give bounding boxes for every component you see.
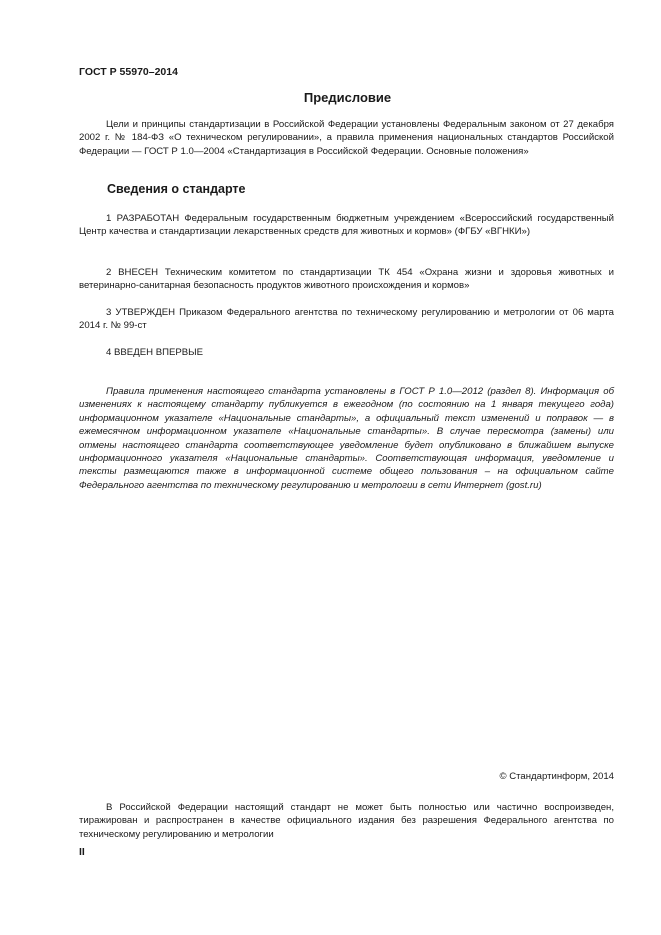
standard-info-item-2: 2 ВНЕСЕН Техническим комитетом по стандартизации ТК 454 «Охрана жизни и здоровья животных и ветеринарно-санитарная безопасность продуктов животного происхождения и кормов» [79,267,614,292]
document-code: ГОСТ Р 55970–2014 [79,66,178,78]
standard-info-item-4: 4 ВВЕДЕН ВПЕРВЫЕ [106,347,204,358]
rights-notice: В Российской Федерации настоящий стандарт не может быть полностью или частично воспроизведен, тиражирован и распространен в качестве официального издания без разрешения Федерального агентства по техническому регулированию и метрологии [79,802,614,840]
standard-info-item-1: 1 РАЗРАБОТАН Федеральным государственным бюджетным учреждением «Всероссийский государственный Центр качества и стандартизации лекарственных средств для животных и кормов» (ФГБУ «ВГНКИ») [79,213,614,238]
foreword-title: Предисловие [303,90,392,105]
page-number: II [79,846,85,858]
foreword-text: Цели и принципы стандартизации в Российской Федерации установлены Федеральным законом от 27 декабря 2002 г. № 184-ФЗ «О техническом регулировании», а правила применения национальных стандартов Российской Федерации — ГОСТ Р 1.0—2004 «Стандартизация в Российской Федерации. Основные положения» [79,119,614,157]
standard-info-title: Сведения о стандарте [107,182,246,196]
standard-info-item-3: 3 УТВЕРЖДЕН Приказом Федерального агентства по техническому регулированию и метрологии от 06 марта 2014 г. № 99-ст [79,307,614,332]
application-notice: Правила применения настоящего стандарта установлены в ГОСТ Р 1.0—2012 (раздел 8). Информация об изменениях к настоящему стандарту публикуется в ежегодном (по состоянию на 1 января текущего года) информационном указателе «Национальные стандарты», а официальный текст изменений и поправок — в ежемесячном информационном указателе «Национальные стандарты». В случае пересмотра (замены) или отмены настоящего стандарта соответствующее уведомление будет опубликовано в ближайшем выпуске информационного указателя «Национальные стандарты». Соответствующая информация, уведомление и тексты размещаются также в информационной системе общего пользования – на официальном сайте Федерального агентства по техническому регулированию и метрологии в сети Интернет (gost.ru) [79,386,614,491]
copyright: © Стандартинформ, 2014 [499,771,614,782]
